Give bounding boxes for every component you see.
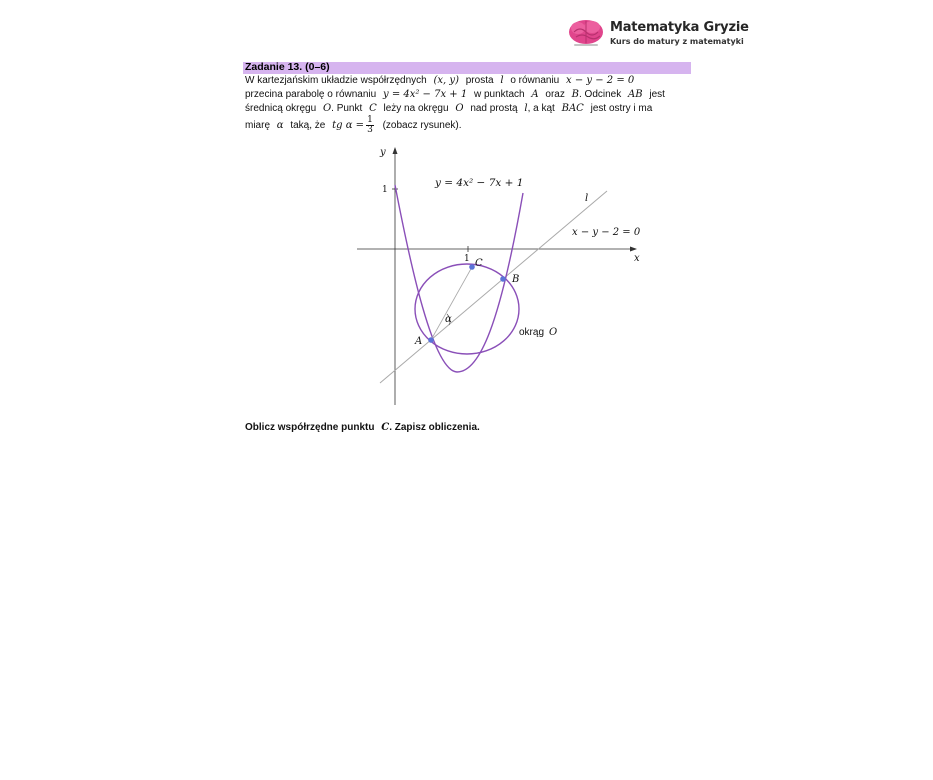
question-text (245, 422, 480, 433)
text-segment: oraz (545, 89, 565, 100)
math-segment: A (531, 89, 539, 100)
angle-label: α (445, 314, 452, 325)
math-segment: O (322, 103, 332, 114)
text-segment: jest (649, 89, 665, 100)
logo-title: Matematyka Gryzie (610, 20, 749, 35)
math-segment: l (500, 75, 504, 86)
text-segment: . Odcinek (578, 89, 622, 100)
logo (566, 16, 756, 56)
math-segment: tg α = (332, 120, 365, 132)
x-axis-label: x (634, 253, 640, 264)
text-segment: prosta (465, 75, 494, 86)
point-a-label: A (415, 336, 423, 347)
line-equation-label: x − y − 2 = 0 (572, 227, 641, 238)
text-segment: o równaniu (510, 75, 560, 86)
point-c (469, 264, 475, 270)
task-header-bar (243, 62, 691, 74)
point-b (500, 276, 506, 282)
math-segment: C (369, 103, 377, 114)
parabola-label: y = 4x² − 7x + 1 (435, 177, 524, 189)
math-segment: (x, y) (433, 75, 459, 86)
math-segment: AB (628, 89, 643, 100)
y-axis-label: y (380, 147, 386, 158)
math-segment: l (524, 103, 528, 114)
text-segment: Oblicz współrzędne punktu (245, 422, 375, 433)
task-title: Zadanie 13. (0–6) (245, 61, 330, 73)
task-text-line-1 (245, 75, 634, 87)
text-segment: W kartezjańskim układzie współrzędnych (245, 75, 427, 86)
text-segment: . Zapisz obliczenia. (389, 422, 480, 433)
math-segment: x − y − 2 = 0 (566, 75, 635, 86)
math-segment: B (571, 89, 579, 100)
math-segment: O (455, 103, 464, 114)
task-text-line-3 (245, 103, 652, 115)
y-axis-arrow-icon (393, 147, 398, 154)
text-segment: przecina parabolę o równaniu (245, 89, 377, 100)
circle-label-math: O (549, 327, 558, 338)
circle-label-text: okrąg (519, 327, 545, 338)
x-axis-arrow-icon (630, 247, 637, 252)
text-segment: nad prostą (470, 103, 518, 114)
text-segment: , a kąt (527, 103, 555, 114)
x-tick-label: 1 (464, 254, 470, 264)
logo-subtitle: Kurs do matury z matematyki (610, 37, 744, 46)
task-text-line-2 (245, 89, 665, 101)
circle-label (519, 327, 557, 338)
text-segment: . Punkt (331, 103, 363, 114)
brain-icon (566, 16, 606, 52)
math-segment: C (381, 422, 390, 433)
math-segment: y = 4x² − 7x + 1 (382, 89, 468, 100)
line-l (380, 191, 607, 383)
math-segment: α (276, 120, 284, 132)
text-segment: leży na okręgu (383, 103, 449, 114)
fraction (366, 116, 374, 135)
math-segment: BAC (561, 103, 584, 114)
chord-ac (431, 267, 472, 340)
text-segment: miarę (245, 120, 271, 132)
text-segment: (zobacz rysunek). (382, 120, 462, 132)
point-c-label: C (475, 258, 483, 269)
y-tick-label: 1 (382, 185, 388, 195)
fraction-numerator: 1 (367, 115, 373, 125)
text-segment: taką, że (290, 120, 326, 132)
text-segment: w punktach (474, 89, 525, 100)
fraction-denominator: 3 (367, 125, 373, 135)
line-l-label: l (585, 193, 589, 204)
text-segment: średnicą okręgu (245, 103, 317, 114)
text-segment: jest ostry i ma (590, 103, 653, 114)
task-text-line-4 (245, 116, 462, 136)
point-b-label: B (512, 274, 520, 285)
geometry-figure (355, 143, 655, 408)
point-a (428, 337, 434, 343)
